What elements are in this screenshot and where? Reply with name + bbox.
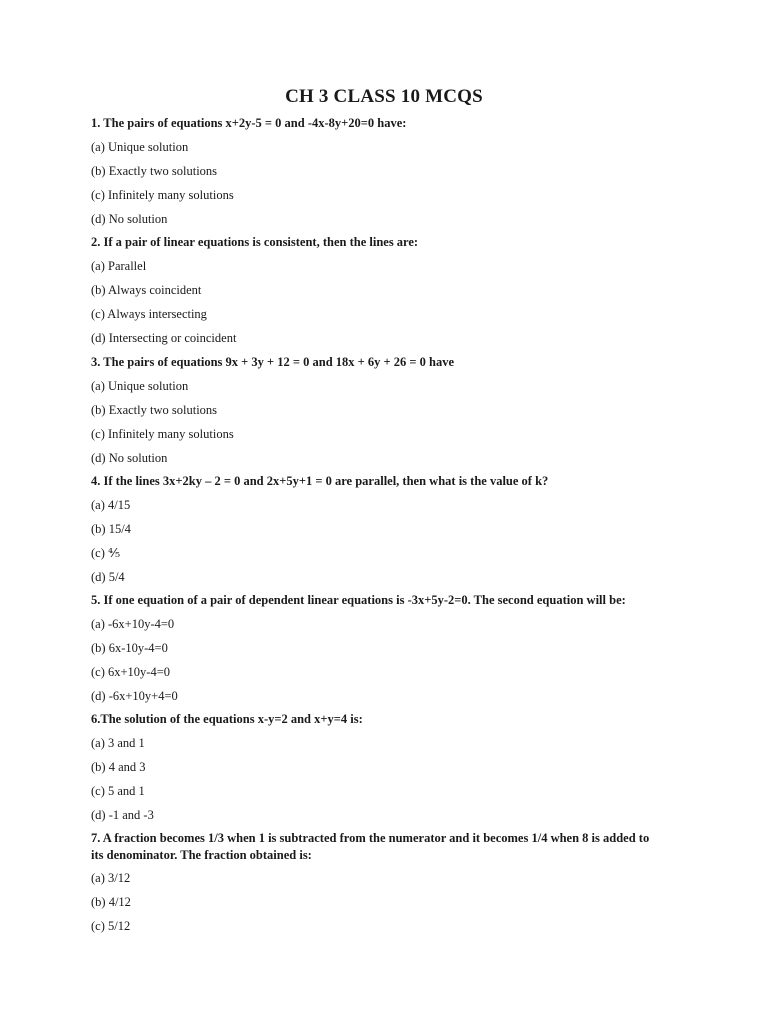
- q5-option-b: (b) 6x-10y-4=0: [91, 641, 168, 655]
- q3-option-b: (b) Exactly two solutions: [91, 403, 218, 417]
- q6-option-a: (a) 3 and 1: [91, 736, 145, 750]
- page-title: CH 3 CLASS 10 MCQS: [285, 86, 483, 107]
- q4-option-c: (c) ⅘: [91, 546, 121, 560]
- q1-option-c: (c) Infinitely many solutions: [91, 188, 234, 202]
- question-4: 4. If the lines 3x+2ky – 2 = 0 and 2x+5y+1 = 0 are parallel, then what is the value of k?: [91, 474, 549, 488]
- q3-option-a: (a) Unique solution: [91, 379, 189, 393]
- q3-option-c: (c) Infinitely many solutions: [91, 427, 234, 441]
- question-3: 3. The pairs of equations 9x + 3y + 12 = 0 and 18x + 6y + 26 = 0 have: [91, 355, 455, 369]
- q5-option-c: (c) 6x+10y-4=0: [91, 665, 171, 679]
- question-6: 6.The solution of the equations x-y=2 and x+y=4 is:: [91, 712, 363, 726]
- q7-option-a: (a) 3/12: [91, 871, 131, 885]
- question-7: 7. A fraction becomes 1/3 when 1 is subtracted from the numerator and it becomes 1/4 when 8 is added to its denominator. The fraction obtained is:: [91, 831, 650, 862]
- q7-option-b: (b) 4/12: [91, 895, 131, 909]
- q4-option-a: (a) 4/15: [91, 498, 131, 512]
- question-1: 1. The pairs of equations x+2y-5 = 0 and -4x-8y+20=0 have:: [91, 116, 407, 130]
- q6-option-b: (b) 4 and 3: [91, 760, 146, 774]
- q2-option-c: (c) Always intersecting: [91, 307, 207, 321]
- q2-option-b: (b) Always coincident: [91, 283, 202, 297]
- q1-option-a: (a) Unique solution: [91, 140, 189, 154]
- question-5: 5. If one equation of a pair of dependent linear equations is -3x+5y-2=0. The second equation will be:: [91, 593, 626, 607]
- q5-option-d: (d) -6x+10y+4=0: [91, 689, 178, 703]
- q2-option-d: (d) Intersecting or coincident: [91, 331, 237, 345]
- q7-option-c: (c) 5/12: [91, 919, 131, 933]
- q4-option-b: (b) 15/4: [91, 522, 131, 536]
- q5-option-a: (a) -6x+10y-4=0: [91, 617, 175, 631]
- q6-option-c: (c) 5 and 1: [91, 784, 145, 798]
- q3-option-d: (d) No solution: [91, 451, 168, 465]
- question-2: 2. If a pair of linear equations is consistent, then the lines are:: [91, 235, 419, 249]
- q4-option-d: (d) 5/4: [91, 570, 125, 584]
- q2-option-a: (a) Parallel: [91, 259, 147, 273]
- q6-option-d: (d) -1 and -3: [91, 808, 154, 822]
- q1-option-d: (d) No solution: [91, 212, 168, 226]
- q1-option-b: (b) Exactly two solutions: [91, 164, 218, 178]
